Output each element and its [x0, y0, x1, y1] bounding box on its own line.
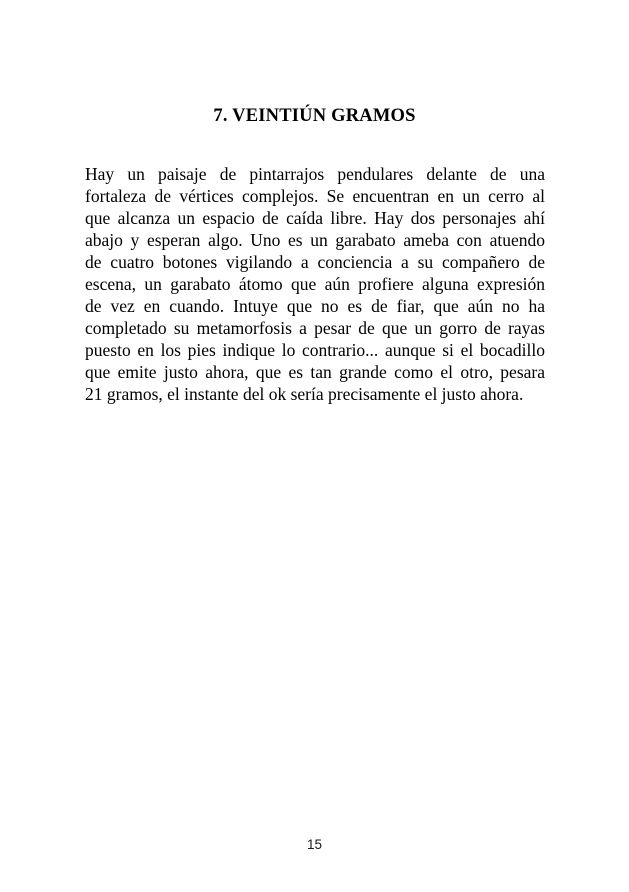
page-number: 15 [306, 837, 323, 852]
chapter-title: 7. VEINTIÚN GRAMOS [213, 106, 416, 126]
paragraph-line: Hay un paisaje de pintarrajos pendulares delante de una [85, 164, 545, 184]
paragraph-line: de vez en cuando. Intuye que no es de fiar, que aún no ha [85, 296, 545, 316]
paragraph-line: 21 gramos, el instante del ok sería precisamente el justo ahora. [85, 384, 524, 404]
paragraph-line: de cuatro botones vigilando a conciencia a su compañero de [85, 252, 545, 272]
paragraph-line: que alcanza un espacio de caída libre. Hay dos personajes ahí [85, 208, 545, 228]
paragraph-line: escena, un garabato átomo que aún profiere alguna expresión [85, 274, 545, 294]
paragraph-line: que emite justo ahora, que es tan grande como el otro, pesara [85, 362, 545, 382]
paragraph-line: fortaleza de vértices complejos. Se encuentran en un cerro al [85, 186, 545, 206]
paragraph-line: puesto en los pies indique lo contrario... aunque si el bocadillo [85, 340, 545, 360]
paragraph-line: completado su metamorfosis a pesar de que un gorro de rayas [85, 318, 545, 338]
body-paragraph [85, 163, 545, 405]
paragraph-line: abajo y esperan algo. Uno es un garabato ameba con atuendo [85, 230, 545, 250]
